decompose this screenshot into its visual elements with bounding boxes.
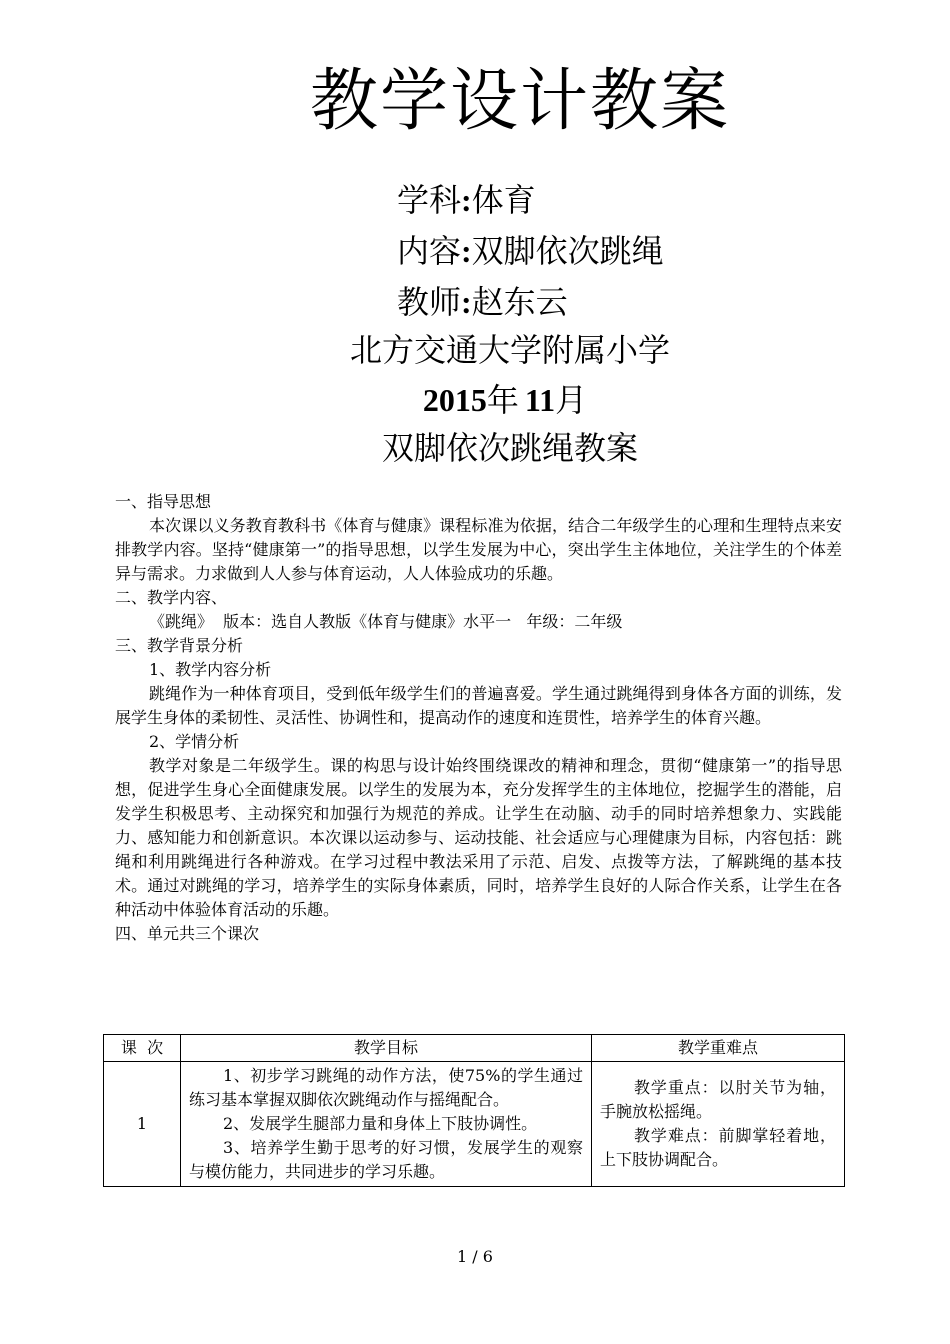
subject-label: 学科: [397, 181, 462, 219]
date-year-suffix: 年: [486, 381, 519, 419]
content-label: 内容: [397, 232, 462, 270]
header-teaching-goals: 教学目标: [181, 1035, 592, 1062]
subject-line: [397, 180, 536, 220]
school-name: 北方交通大学附属小学: [349, 331, 670, 369]
main-title: 教学设计教案: [309, 62, 730, 141]
table-header-row: [104, 1035, 845, 1062]
teacher-colon: :: [461, 284, 472, 320]
teacher-value: 赵东云: [471, 283, 568, 321]
header-key-difficult-points: 教学重难点: [592, 1035, 845, 1062]
goal-item: 2、发展学生腿部力量和身体上下肢协调性。: [223, 1114, 538, 1133]
section-paragraph: 本次课以义务教育教科书《体育与健康》课程标准为依据，结合二年级学生的心理和生理特点来安排教学内容。坚持“健康第一”的指导思想，以学生发展为中心，突出学生主体地位，关注学生的个体差异与需求。力求做到人人参与体育运动，人人体验成功的乐趣。: [115, 516, 842, 583]
section-paragraph: 跳绳作为一种体育项目，受到低年级学生们的普遍喜爱。学生通过跳绳得到身体各方面的训练，发展学生身体的柔韧性、灵活性、协调性和，提高动作的速度和连贯性，培养学生的体育兴趣。: [115, 684, 842, 727]
page-number: 1 / 6: [457, 1247, 493, 1266]
content-version-line: 《跳绳》 版本：选自人教版《体育与健康》水平一 年级：二年级: [149, 612, 623, 631]
lesson-number: 1: [104, 1062, 181, 1187]
date-year: 2015: [422, 382, 487, 418]
date-line: [0, 380, 950, 420]
section-heading: 一、指导思想: [115, 492, 212, 511]
content-line: [397, 231, 664, 271]
teaching-goals-cell: [181, 1062, 592, 1187]
subject-colon: :: [461, 182, 472, 218]
lesson-table: [103, 1034, 845, 1187]
section-heading: 三、教学背景分析: [115, 636, 244, 655]
subsection-heading: 1、教学内容分析: [149, 660, 272, 679]
goal-item: 1、初步学习跳绳的动作方法，使75%的学生通过练习基本掌握双脚依次跳绳动作与摇绳配合。: [189, 1066, 583, 1109]
date-month-suffix: 月: [555, 381, 588, 419]
key-point-item: 教学重点：以肘关节为轴，手腕放松摇绳。: [600, 1078, 836, 1121]
section-paragraph: 教学对象是二年级学生。课的构思与设计始终围绕课改的精神和理念，贯彻“健康第一”的指导思想，促进学生身心全面健康发展。以学生的发展为本，充分发挥学生的主体地位，挖掘学生的潜能，启发学生积极思考、主动探究和加强行为规范的养成。让学生在动脑、动手的同时培养想象力、实践能力、感知能力和创新意识。本次课以运动参与、运动技能、社会适应与心理健康为目标，内容包括：跳绳和利用跳绳进行各种游戏。在学习过程中教法采用了示范、启发、点拨等方法，了解跳绳的基本技术。通过对跳绳的学习，培养学生的实际身体素质，同时，培养学生良好的人际合作关系，让学生在各种活动中体验体育活动的乐趣。: [115, 756, 842, 919]
header-lesson-number: 课 次: [104, 1035, 181, 1062]
section-heading: 二、教学内容、: [115, 588, 228, 607]
table-row: [104, 1062, 845, 1187]
date-month: 11: [524, 382, 556, 418]
key-points-cell: [592, 1062, 845, 1187]
section-1: [115, 490, 842, 946]
section-heading: 四、单元共三个课次: [115, 924, 260, 943]
teacher-label: 教师: [397, 283, 462, 321]
content-colon: :: [461, 233, 472, 269]
goal-item: 3、培养学生勤于思考的好习惯，发展学生的观察与模仿能力，共同进步的学习乐趣。: [189, 1138, 583, 1181]
content-value: 双脚依次跳绳: [471, 232, 664, 270]
subject-value: 体育: [471, 181, 536, 219]
subsection-heading: 2、学情分析: [149, 732, 240, 751]
difficult-point-item: 教学难点：前脚掌轻着地，上下肢协调配合。: [600, 1126, 836, 1169]
lesson-title: 双脚依次跳绳教案: [381, 429, 638, 467]
teacher-line: [397, 282, 568, 322]
